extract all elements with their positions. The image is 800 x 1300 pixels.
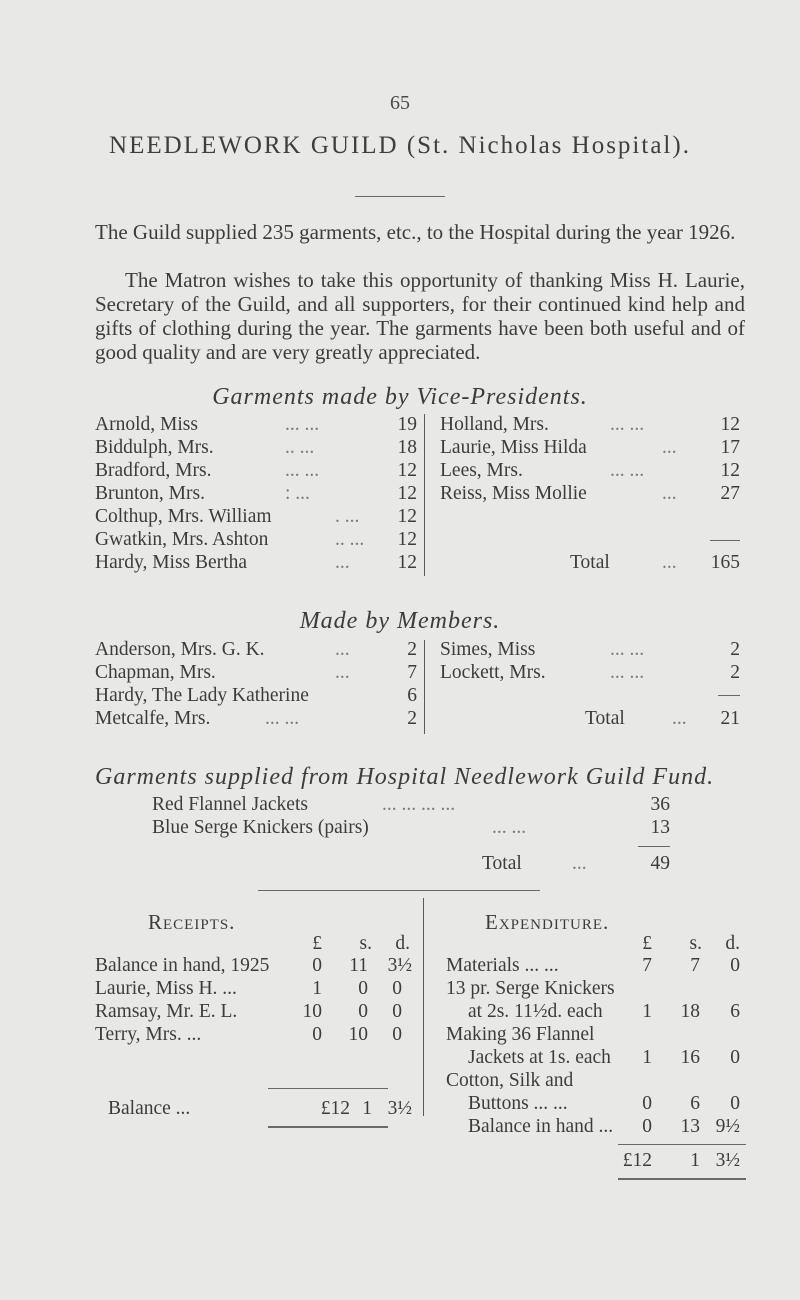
- pence-value: 0: [392, 978, 402, 999]
- leader-dots: ...: [662, 437, 677, 458]
- pounds-value: 0: [312, 955, 322, 976]
- expenditure-row: [446, 1070, 746, 1118]
- pounds-value: 1: [642, 1047, 652, 1068]
- pence-value: 0: [730, 1047, 740, 1068]
- expenditure-label: Cotton, Silk and: [446, 1070, 574, 1091]
- garment-count: 19: [397, 414, 417, 435]
- expenditure-heading: Expenditure.: [485, 910, 610, 934]
- pounds-header: £: [312, 933, 322, 954]
- members-heading: Made by Members.: [299, 608, 501, 634]
- receipt-label: Laurie, Miss H. ...: [95, 978, 237, 999]
- pounds-value: 0: [642, 1093, 652, 1114]
- garment-count: 7: [407, 662, 417, 683]
- expenditure-label: Making 36 Flannel: [446, 1024, 595, 1045]
- receipts-sum-rule: [268, 1088, 388, 1089]
- member-name: Lockett, Mrs.: [440, 662, 546, 683]
- receipt-label: Terry, Mrs. ...: [95, 1024, 202, 1045]
- shillings-value: 7: [690, 955, 700, 976]
- pence-value: 0: [392, 1024, 402, 1045]
- member-name: Laurie, Miss Hilda: [440, 437, 587, 458]
- total-count: 49: [650, 853, 670, 874]
- leader-dots: ... ...: [610, 460, 645, 481]
- pounds-header: £: [642, 933, 652, 954]
- leader-dots: .. ...: [335, 529, 365, 550]
- expenditure-double-rule: [618, 1178, 746, 1180]
- pounds-value: 0: [312, 1024, 322, 1045]
- expenditure-currency-header: [620, 933, 742, 957]
- garment-count: 17: [720, 437, 740, 458]
- member-name: Lees, Mrs.: [440, 460, 523, 481]
- expenditure-label: Materials ... ...: [446, 955, 559, 976]
- total-label: Total: [570, 552, 610, 573]
- garment-count: 2: [407, 708, 417, 729]
- intro-paragraph-1: The Guild supplied 235 garments, etc., to the Hospital during the year 1926.: [95, 220, 736, 244]
- leader-dots: ...: [672, 708, 687, 729]
- intro-paragraph-2: The Matron wishes to take this opportunity of thanking Miss H. Laurie, Secretary of the Guild, and all supporters, for their continued kind help and gifts of clothing during the year. The garments have been both useful and of good quality and are very greatly appreciated.: [95, 268, 745, 364]
- member-name: Brunton, Mrs.: [95, 483, 205, 504]
- receipt-label: Balance in hand, 1925: [95, 955, 270, 976]
- shillings-value: 0: [358, 978, 368, 999]
- expenditure-sum-rule: [618, 1144, 746, 1145]
- member-name: Hardy, Miss Bertha: [95, 552, 248, 573]
- leader-dots: : ...: [285, 483, 310, 504]
- pence-value: 0: [730, 955, 740, 976]
- garment-count: 36: [650, 794, 670, 815]
- receipt-label: Ramsay, Mr. E. L.: [95, 1001, 238, 1022]
- member-name: Colthup, Mrs. William: [95, 506, 272, 527]
- expenditure-label: 13 pr. Serge Knickers: [446, 978, 615, 999]
- leader-dots: ...: [662, 483, 677, 504]
- garment-count: 12: [720, 414, 740, 435]
- pence-header: d.: [395, 933, 410, 954]
- garment-count: 2: [407, 639, 417, 660]
- members-column-divider: [424, 640, 425, 734]
- member-name: Arnold, Miss: [95, 414, 198, 435]
- leader-dots: ... ...: [285, 414, 320, 435]
- member-name: Simes, Miss: [440, 639, 536, 660]
- shillings-header: s.: [689, 933, 702, 954]
- pounds-value: 10: [302, 1001, 322, 1022]
- leader-dots: ... ...: [265, 708, 300, 729]
- member-name: Hardy, The Lady Katherine: [95, 685, 309, 706]
- expenditure-label-continued: at 2s. 11½d. each: [468, 1001, 603, 1022]
- section-divider: [258, 890, 540, 891]
- garment-count: 12: [720, 460, 740, 481]
- fund-heading: Garments supplied from Hospital Needlework Guild Fund.: [95, 764, 715, 790]
- pounds-total: £12: [320, 1098, 350, 1119]
- expenditure-label-continued: Jackets at 1s. each: [468, 1047, 611, 1068]
- pounds-value: 1: [642, 1001, 652, 1022]
- vice-presidents-heading: Garments made by Vice-Presidents.: [212, 384, 588, 410]
- receipt-row: [95, 1024, 412, 1048]
- total-count: 165: [710, 552, 740, 573]
- receipts-heading: Receipts.: [148, 910, 236, 934]
- member-name: Anderson, Mrs. G. K.: [95, 639, 265, 660]
- leader-dots: ...: [662, 552, 677, 573]
- shillings-value: 0: [358, 1001, 368, 1022]
- leader-dots: .. ...: [285, 437, 315, 458]
- leader-dots: ...: [572, 853, 587, 874]
- receipts-double-rule: [268, 1126, 388, 1128]
- total-label: Total: [482, 853, 522, 874]
- pence-value: 6: [730, 1001, 740, 1022]
- receipt-row: [95, 1001, 412, 1025]
- member-name: Chapman, Mrs.: [95, 662, 216, 683]
- pounds-value: 7: [642, 955, 652, 976]
- pounds-value: £12: [622, 1150, 652, 1171]
- shillings-value: 10: [348, 1024, 368, 1045]
- shillings-value: 18: [680, 1001, 700, 1022]
- total-count: 21: [720, 708, 740, 729]
- leader-dots: ...: [335, 639, 350, 660]
- total-label: Total: [585, 708, 625, 729]
- expenditure-row: [446, 1024, 746, 1072]
- receipt-row: [95, 955, 412, 979]
- leader-dots: ... ... ... ...: [382, 794, 456, 815]
- expenditure-total-row: [446, 1150, 746, 1174]
- member-name: Reiss, Miss Mollie: [440, 483, 587, 504]
- total-rule: [710, 540, 740, 541]
- pence-value: 0: [392, 1001, 402, 1022]
- garment-name: Red Flannel Jackets: [152, 794, 308, 815]
- pence-total: 3½: [387, 1098, 412, 1119]
- garment-count: 6: [407, 685, 417, 706]
- expenditure-row-label: Balance in hand ...: [468, 1116, 614, 1137]
- title-divider: [355, 196, 445, 197]
- shillings-value: 6: [690, 1093, 700, 1114]
- pounds-value: 0: [642, 1116, 652, 1137]
- leader-dots: ... ...: [610, 414, 645, 435]
- vice-presidents-column-divider: [424, 414, 425, 576]
- leader-dots: ... ...: [610, 639, 645, 660]
- pounds-value: 1: [312, 978, 322, 999]
- garment-count: 13: [650, 817, 670, 838]
- pence-value: 9½: [715, 1116, 740, 1137]
- leader-dots: ...: [335, 662, 350, 683]
- expenditure-row: [446, 955, 746, 979]
- garment-count: 12: [397, 552, 417, 573]
- shillings-value: 1: [690, 1150, 700, 1171]
- receipts-currency-header: [290, 933, 412, 957]
- garment-count: 12: [397, 483, 417, 504]
- expenditure-label-continued: Buttons ... ...: [468, 1093, 568, 1114]
- garment-count: 12: [397, 506, 417, 527]
- pence-value: 0: [730, 1093, 740, 1114]
- garment-count: 12: [397, 529, 417, 550]
- shillings-total: 1: [362, 1098, 372, 1119]
- pence-value: 3½: [387, 955, 412, 976]
- total-rule: [638, 846, 670, 847]
- garment-count: 2: [730, 639, 740, 660]
- page-number: 65: [390, 92, 410, 114]
- member-name: Biddulph, Mrs.: [95, 437, 214, 458]
- garment-count: 12: [397, 460, 417, 481]
- garment-count: 27: [720, 483, 740, 504]
- shillings-value: 16: [680, 1047, 700, 1068]
- garment-count: 18: [397, 437, 417, 458]
- shillings-value: 11: [349, 955, 368, 976]
- total-rule: [718, 695, 740, 696]
- shillings-header: s.: [359, 933, 372, 954]
- receipts-total-row: [108, 1098, 412, 1122]
- leader-dots: ... ...: [610, 662, 645, 683]
- expenditure-row: [446, 1116, 746, 1140]
- expenditure-row: [446, 978, 746, 1026]
- member-name: Gwatkin, Mrs. Ashton: [95, 529, 269, 550]
- garment-count: 2: [730, 662, 740, 683]
- page-title: NEEDLEWORK GUILD (St. Nicholas Hospital).: [109, 132, 691, 159]
- receipts-total-label: Balance ...: [108, 1098, 191, 1119]
- shillings-value: 13: [680, 1116, 700, 1137]
- leader-dots: ... ...: [492, 817, 527, 838]
- leader-dots: ...: [335, 552, 350, 573]
- receipt-row: [95, 978, 412, 1002]
- member-name: Holland, Mrs.: [440, 414, 549, 435]
- leader-dots: ... ...: [285, 460, 320, 481]
- member-name: Bradford, Mrs.: [95, 460, 212, 481]
- accounts-column-divider: [423, 898, 424, 1116]
- garment-name: Blue Serge Knickers (pairs): [152, 817, 369, 838]
- member-name: Metcalfe, Mrs.: [95, 708, 211, 729]
- leader-dots: . ...: [335, 506, 360, 527]
- pence-value: 3½: [715, 1150, 740, 1171]
- pence-header: d.: [725, 933, 740, 954]
